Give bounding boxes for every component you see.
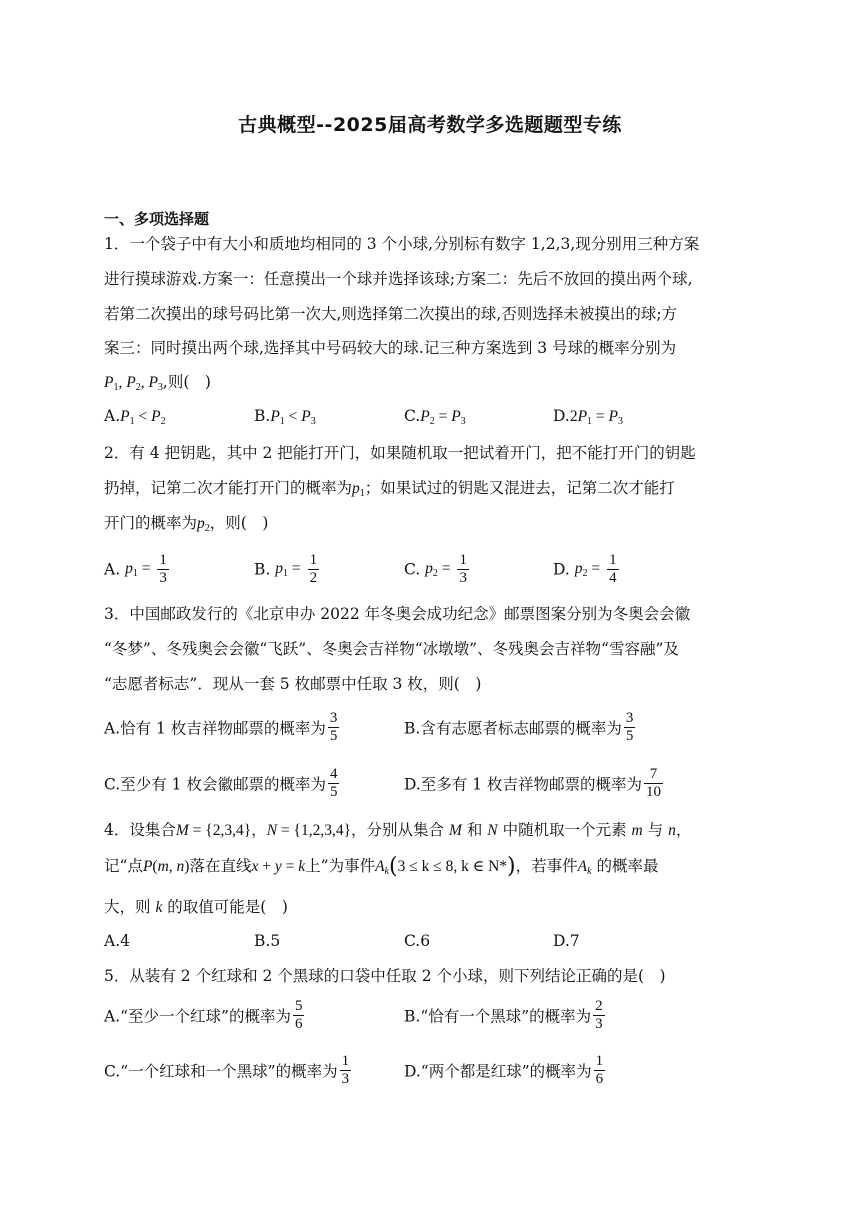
q5-option-b[interactable]: B.“恰有一个黑球”的概率为 $\frac{2}{3}$ [404,998,603,1032]
q3-option-a[interactable]: A.恰有 1 枚吉祥物邮票的概率为 $\frac{3}{5}$ [104,710,338,744]
q4-line-1: 4．设集合M = {2,3,4}，N = {1,2,3,4}，分别从集合 M 和 N 中随机取一个元素 m 与 n， [104,821,692,839]
q4-option-d[interactable]: D.7 [553,932,580,950]
q1-line-2: 进行摸球游戏.方案一：任意摸出一个球并选择该球;方案二：先后不放回的摸出两个球, [104,270,693,288]
q2-line-3: 开门的概率为$p_2$，则( ) [104,514,269,534]
q5-line-1: 5．从装有 2 个红球和 2 个黑球的口袋中任取 2 个小球，则下列结论正确的是( ) [104,967,666,985]
q5-option-c[interactable]: C.“一个红球和一个黑球”的概率为 $\frac{1}{3}$ [104,1053,350,1087]
q5-option-d[interactable]: D.“两个都是红球”的概率为 $\frac{1}{6}$ [404,1053,604,1087]
q5-option-a[interactable]: A.“至少一个红球”的概率为 $\frac{5}{6}$ [104,998,303,1032]
q1-line-4: 案三：同时摸出两个球,选择其中号码较大的球.记三种方案选到 3 号球的概率分别为 [104,339,677,357]
q3-line-2: “冬梦”、冬残奥会会徽“飞跃”、冬奥会吉祥物“冰墩墩”、冬残奥会吉祥物“雪容融”及 [104,640,679,658]
q2-line-1: 2．有 4 把钥匙，其中 2 把能打开门，如果随机取一把试着开门，把不能打开门的钥匙 [104,444,696,462]
q3-option-b[interactable]: B.含有志愿者标志邮票的概率为 $\frac{3}{5}$ [404,710,634,744]
q1-line-1: 1．一个袋子中有大小和质地均相同的 3 个小球,分别标有数字 1,2,3,现分别用三种方案 [104,235,700,253]
q1-option-c[interactable]: $C.P_2 = P_3$ [404,407,466,427]
q4-option-b[interactable]: B.5 [254,932,281,950]
q2-option-c[interactable]: C. $p_2$ = $\frac{1}{3}$ [404,552,467,586]
q1-prob-vars: $P_1$, $P_2$, $P_3$ [104,374,163,393]
q3-line-3: “志愿者标志”．现从一套 5 枚邮票中任取 3 枚，则( ) [104,675,482,693]
q4-option-c[interactable]: C.6 [404,932,431,950]
q3-option-d[interactable]: D.至多有 1 枚吉祥物邮票的概率为 $\frac{7}{10}$ [404,766,662,800]
q1-option-d[interactable]: $D.2P_1 = P_3$ [553,407,623,427]
q1-option-a[interactable]: $A.P_1 < P_2$ [104,407,166,427]
q3-option-c[interactable]: C.至少有 1 枚会徽邮票的概率为 $\frac{4}{5}$ [104,766,338,800]
document-title: 古典概型--2025届高考数学多选题题型专练 [238,114,622,136]
q2-option-b[interactable]: B. $p_1$ = $\frac{1}{2}$ [254,552,318,586]
q1-line-5 [104,372,211,398]
section-heading: 一、多项选择题 [104,210,210,228]
q3-line-1: 3．中国邮政发行的《北京申办 2022 年冬奥会成功纪念》邮票图案分别为冬奥会会徽 [104,605,691,623]
q2-option-a[interactable]: A. $p_1$ = $\frac{1}{3}$ [104,552,167,586]
q2-option-d[interactable]: D. $p_2$ = $\frac{1}{4}$ [553,552,617,586]
q1-ask: ,则( ) [162,373,211,391]
q4-line-2: 记“点P(m, n)落在直线x + y = k上”为事件$A_k(3 \le k \le 8$, k ∈ N*)，若事件$A_k$ 的概率最 [104,854,659,879]
q1-option-b[interactable]: $B.P_1 < P_3$ [254,407,316,427]
q4-option-a[interactable]: A.4 [104,932,130,950]
q4-line-3: 大，则 k 的取值可能是( ) [104,898,288,916]
q1-line-3: 若第二次摸出的球号码比第一次大,则选择第二次摸出的球,否则选择未被摸出的球;方 [104,305,678,323]
q2-line-2: 扔掉，记第二次才能打开门的概率为$p_1$；如果试过的钥匙又混进去，记第二次才能打 [104,479,675,499]
